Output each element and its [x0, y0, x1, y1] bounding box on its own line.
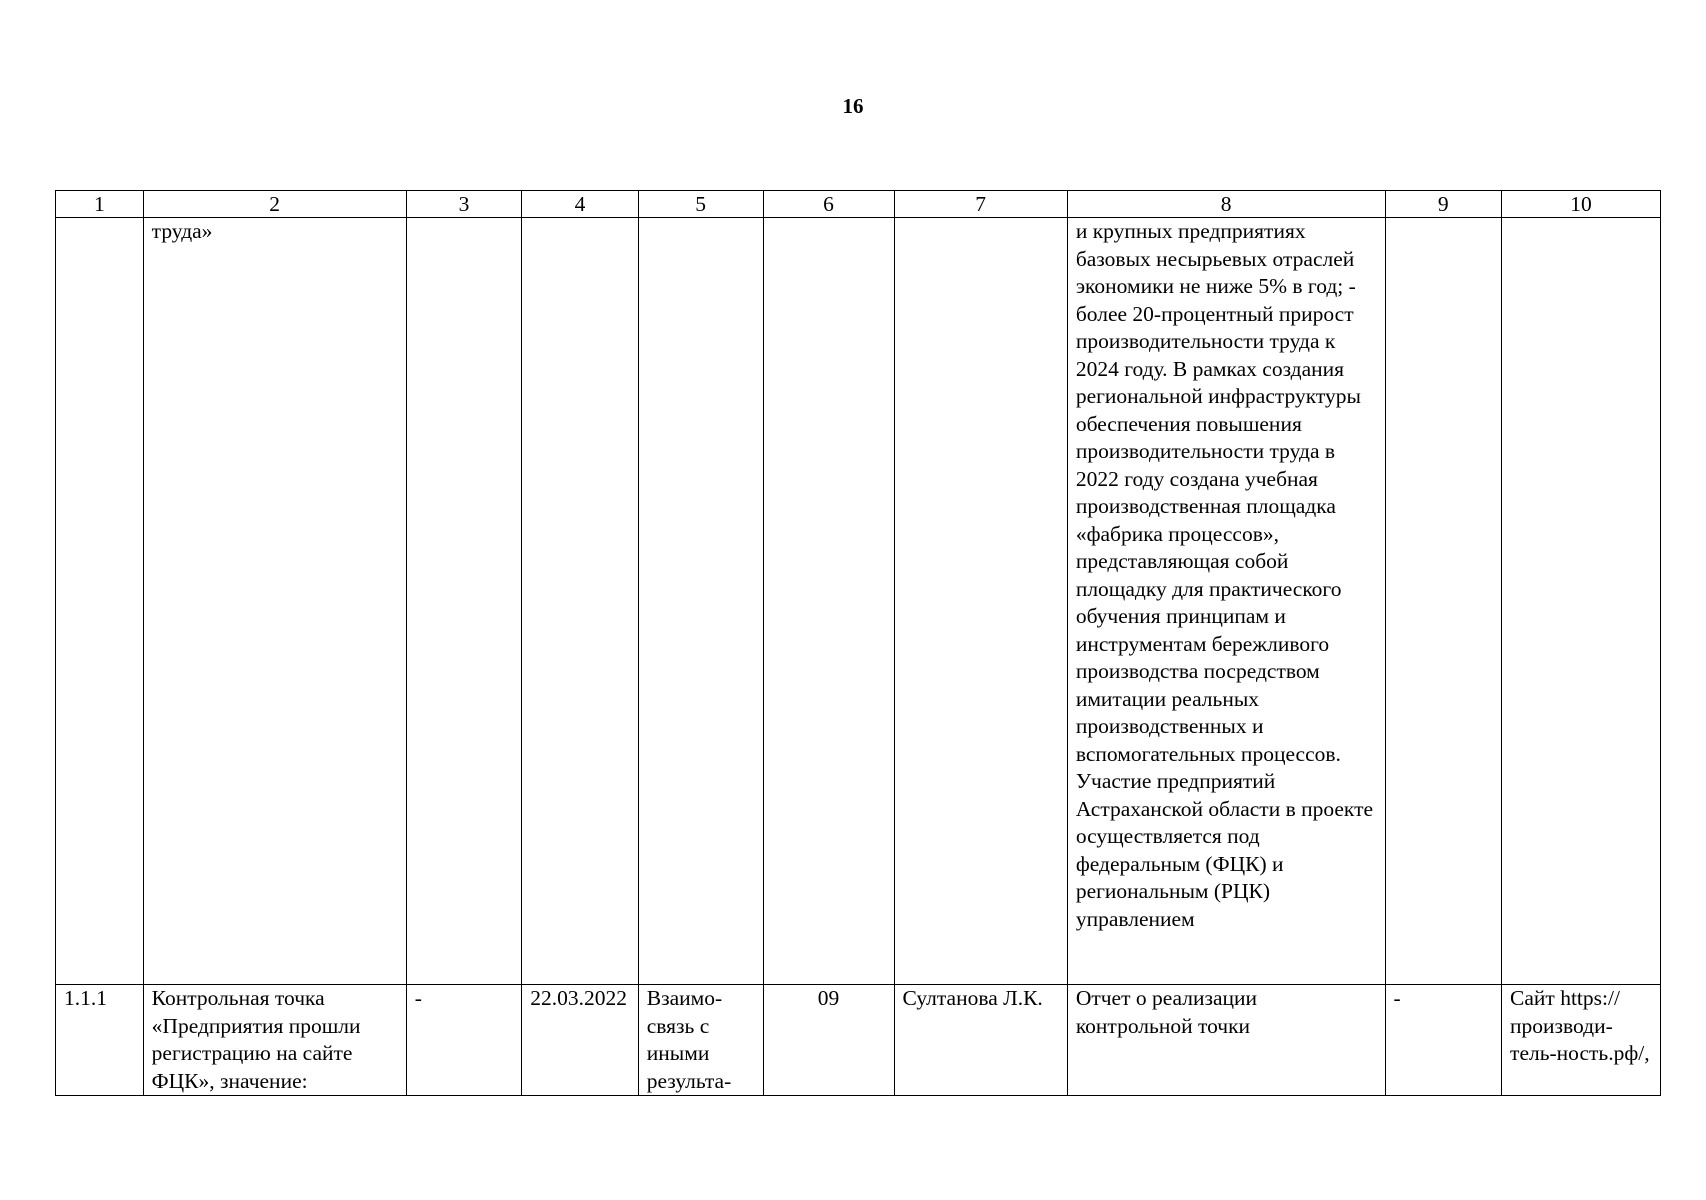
table-cell: [406, 218, 522, 985]
table-cell: 22.03.2022: [522, 985, 639, 1096]
page-number: 16: [842, 94, 864, 118]
table-cell: [1502, 218, 1661, 985]
column-header: 6: [763, 191, 894, 218]
table-cell: [1385, 218, 1502, 985]
table-cell: [763, 218, 894, 985]
column-header: 5: [638, 191, 763, 218]
table-cell: труда»: [143, 218, 406, 985]
table-cell: -: [406, 985, 522, 1096]
column-header: 7: [894, 191, 1067, 218]
table-cell: Контрольная точка «Предприятия прошли регистрацию на сайте ФЦК», значение:: [143, 985, 406, 1096]
table-cell: [522, 218, 639, 985]
table-row: [56, 218, 1661, 985]
column-header: 9: [1385, 191, 1502, 218]
column-header: 1: [56, 191, 144, 218]
table-cell: Отчет о реализации контрольной точки: [1067, 985, 1385, 1096]
table-cell: [894, 218, 1067, 985]
column-header: 10: [1502, 191, 1661, 218]
table-cell: Султанова Л.К.: [894, 985, 1067, 1096]
column-header: 3: [406, 191, 522, 218]
document-table: [55, 190, 1661, 1096]
table-cell: 1.1.1: [56, 985, 144, 1096]
column-header: 4: [522, 191, 639, 218]
table-cell: и крупных предприятиях базовых несырьевых отраслей экономики не ниже 5% в год; - более 20-процентный прирост производительности труда к 2024 году. В рамках создания региональной инфраструктуры обеспечения повышения производительности труда в 2022 году создана учебная производственная площадка «фабрика процессов», представляющая собой площадку для практического обучения принципам и инструментам бережливого производства посредством имитации реальных производственных и вспомогательных процессов. Участие предприятий Астраханской области в проекте осуществляется под федеральным (ФЦК) и региональным (РЦК) управлением: [1067, 218, 1385, 985]
column-header: 2: [143, 191, 406, 218]
table-cell: -: [1385, 985, 1502, 1096]
table-cell: 09: [763, 985, 894, 1096]
table-row: [56, 985, 1661, 1096]
table-cell: [56, 218, 144, 985]
column-header: 8: [1067, 191, 1385, 218]
table-cell: [638, 218, 763, 985]
table-cell: Сайт https:// производи-тель-ность.рф/,: [1502, 985, 1661, 1096]
table-cell: Взаимо-связь с иными результа-: [638, 985, 763, 1096]
table-header-row: [56, 191, 1661, 218]
